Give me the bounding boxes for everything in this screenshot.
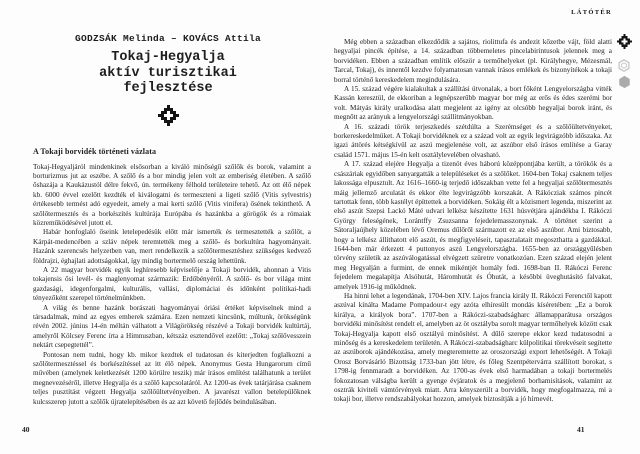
article-title-line-1: Tokaj-Hegyalja — [111, 50, 225, 65]
paragraph: A 17. század elejére Hegyalja a tizenöt éves háború középpontjába került, a törökök és a császáriak egyidőben sanyargatták a településeket és a szőlőket. 1604-ben Tokaj csaknem teljes lakossága elpusztult. Az 1616–1660-ig terjedő időszakban vette fel a hegyaljai szőlőtermesztés máig jellemző arculatát és ekkor élte legvirágzóbb korszakát. A Rákócziak számos pincét tartottak fenn, több kastélyt építtettek a borvidéken. Sokáig élt a közismert legenda, miszerint az első aszút Szepsi Lackó Máté udvari lelkész készítette 1631 húsvétjára ajándékba I. Rákóczi György feleségének, Lorántffy Zsuzsanna fejedelemasszonynak. A történet szerint a Sátoraljaújhely közelében lévő Oremus dűlőről származott ez az első aszúbor. Ami biztosabb, hogy a lelkész állíthatott elő aszút, és megfigyeléseit, tapasztalatait megoszthatta a gazdákkal. 1644-ben már érkezett 4 puttonyos aszú Lengyelországba. 1655-ben az országgyűlésben törvény születik az aszúválogatással elvégzett szüretre vonatkozóan. Ezen század elején jelent meg Hegyalján a furmint, de ennek mikéntjét homály fedi. 1698-ban II. Rákóczi Ferenc fejedelem megalapítja Alsóhutát, Háromhutát és Óhutát, a későbbi üveghutásító falvakat, amelyek 1916-ig működnek. — [334, 160, 612, 291]
diamond-ornament-icon — [158, 105, 179, 126]
article-title-line-3: fejlesztése — [123, 81, 213, 96]
paragraph: Ha hinni lehet a legendának, 1704-ben XIV. Lajos francia király II. Rákóczi Ferenctől kapott aszúval kínálta Madame Pompadour-t egy azóta elhíresült mondás kíséretében: „Ez a borok királya, a királyok bora”. 1707-ben a Rákóczi-szabadságharc államapparátusa országos borvidéki minősítést rendelt el, amelyben az öt osztályba sorolt magyar termőhelyek között csak Tokaj-Hegyalja kapott első osztályú minősítést. A dűlő szerepe ekkor kezd tudatosodni a minőség és a kereskedelem területén. A Rákóczi-szabadságharc külpolitikai törekvéseit segítette az aszúborok ajándékozása, amely megteremtette az oroszországi export lehetőségét. A Tokaji Orosz Borvásárló Bizottság 1733-ban jött létre, és főleg Szentpétervárra szállított borokat, s 1798-ig fennmaradt a borvidéken. Az 1700-as évek első harmadában a tokaji bortermelés fokozatosan válságba került a gyenge évjáratok és a megjelenő borhamisítások, valamint az osztrák kiviteli vámtörvények miatt. Arra kényszerült a borvidék, hogy megfogalmazza, mi a tokaji bor, illetve rendszabályokat hozzon, amelyek biztosítják a jó hírnevét. — [334, 291, 612, 404]
paragraph: Pontosan nem tudni, hogy kb. mikor kezdtek el tudatosan és kiterjedten foglalkozni a szőlőtermesztéssel és borkészítéssel az itt élő népek. Anonymus Gesta Hungarorum című művében (amelynek keletkezését 1200 körülre teszik) már írásos említést találhatunk a terület megnevezéséről, illetve Hegyalja és a szőlő kapcsolatáról. Az 1200-as évek tatárjárása csaknem teljes pusztítást végzett Hegyalja szőlőültetvényeiben. A javarészt vallon betelepülőknek kulcsszerep jutott a szőlők újratelepítésében és az azt követő fejlődés beindulásában. — [33, 350, 311, 406]
page-number-left: 40 — [22, 425, 30, 434]
article-title — [37, 50, 299, 97]
right-page-body — [334, 38, 612, 405]
page-number-right: 41 — [577, 425, 585, 434]
left-page-body — [33, 163, 311, 408]
paragraph: Tokaj-Hegyaljáról mindenkinek elsősorban a kiváló minőségű szőlők és borok, valamint a borturizmus jut az eszébe. A szőlő és a bor mindig jelen volt az emberiség életében. A szőlő őshazája a Kaukázustól délre fekvő, ún. termékeny félhold területeire tehető. Az ott élő népek kb. 6000 évvel ezelőtt kezdték el kiválogatni és termeszteni a ligeti szőlő (Vitis sylvestris) értékesebb termést adó egyedeit, amely a mai kerti szőlő (Vitis vinifera) ősének tekinthető. A szőlőtermesztés és a borkészítés kultúrája Európába és hazánkba a görögök és a rómaiak közreműködésével jutott el. — [33, 162, 311, 227]
right-page — [334, 0, 612, 454]
hexagon-filled-icon — [618, 75, 631, 89]
paragraph: Habár honfoglaló őseink letelepedésük előtt már ismerték és termesztették a szőlőt, a Kárpát-medencében a szláv népek teremtették meg a szőlő- és borkultúra hagyományait. Hazánk szerencsés helyzetben van, mert rendelkezik a szőlőtermesztéshez szükséges kedvező földrajzi, éghajlati adottságokkal, így mindig bortermelő ország lehettünk. — [33, 228, 311, 265]
margin-section-markers — [615, 34, 633, 89]
paragraph: A 15. század végére kialakultak a szállítási útvonalak, a bort főként Lengyelországba vitték Kassán keresztül, de ekkoriban a legnépszerűbb magyar bor még az erős és édes szerémi bor volt. Mátyás király uralkodása alatt megjelent az igény az olcsóbb hegyaljai borok iránt, és megnőtt az arányuk a lengyelországi szállítmányokban. — [334, 85, 612, 122]
paragraph: Még ebben a században elkezdődik a sajátos, riolittufa és andezit kőzetbe vájt, föld alatti hegyaljai pincék építése, a 14. században többemeletes pincelabirintusok jelennek meg a borvidéken. Ebben a században említik először a termőhelyeket (pl. Királyhegye, Mézesmál, Tarcal, Tokaj), és innentől kezdve folyamatosan vannak írásos emlékek és bizonyítékok a tokaji borral történő kereskedelem megindulására. — [334, 38, 612, 84]
section-heading: A Tokaji borvidék történeti vázlata — [33, 146, 157, 156]
running-header: LÁTÓTÉR — [571, 9, 612, 16]
paragraph: A 16. századi török terjeszkedés szétdúlta a Szerémséget és a szőlőültetvényeket, borkereskedelmüket. A Tokaji borvidéknek ez a század volt az egyik legvirágzóbb időszaka. Az igazi áttörés kétségkívül az aszú megjelenése volt, az aszúbor első írásos említése a Garay család 1571. május 15-én kelt osztálylevelében olvasható. — [334, 122, 612, 159]
paragraph: A 22 magyar borvidék egyik leghíresebb képviselője a Tokaji borvidék, ahonnan a Vitis tokajensis ősi levél- és maglenyomat származik: Erdőbényéről. A szőlő- és bor világa mint gazdasági, idegenforgalmi, kulturális, vallási, diplomáciai és időnként politikai-hadi tényezőként szerepel történelmünkben. — [33, 265, 311, 303]
title-ornament — [37, 105, 299, 131]
hexagon-outline-icon — [618, 59, 630, 72]
left-page — [33, 0, 311, 454]
article-title-line-2: aktív turisztikai — [99, 65, 237, 81]
diamond-section-marker-icon — [617, 34, 632, 49]
title-block — [37, 0, 299, 131]
paragraph: A világ és benne hazánk borászati hagyományai óriási értéket képviselnek mind a társadalmak, mind az egyes emberek számára. Ezen nemzeti kincsünk, múltunk, örökségünk révén 2002. június 14-én méltán válhatott a Világörökség részévé a Tokaji borvidék kultúrtáj, amelyről Kölcsey Ferenc írta a Himnuszban, kétszáz esztendővel ezelőtt: „Tokaj szőlővesszein nektárt csepegtettél”. — [33, 303, 311, 350]
authors-line: GODZSÁK Melinda – KOVÁCS Attila — [74, 33, 262, 44]
